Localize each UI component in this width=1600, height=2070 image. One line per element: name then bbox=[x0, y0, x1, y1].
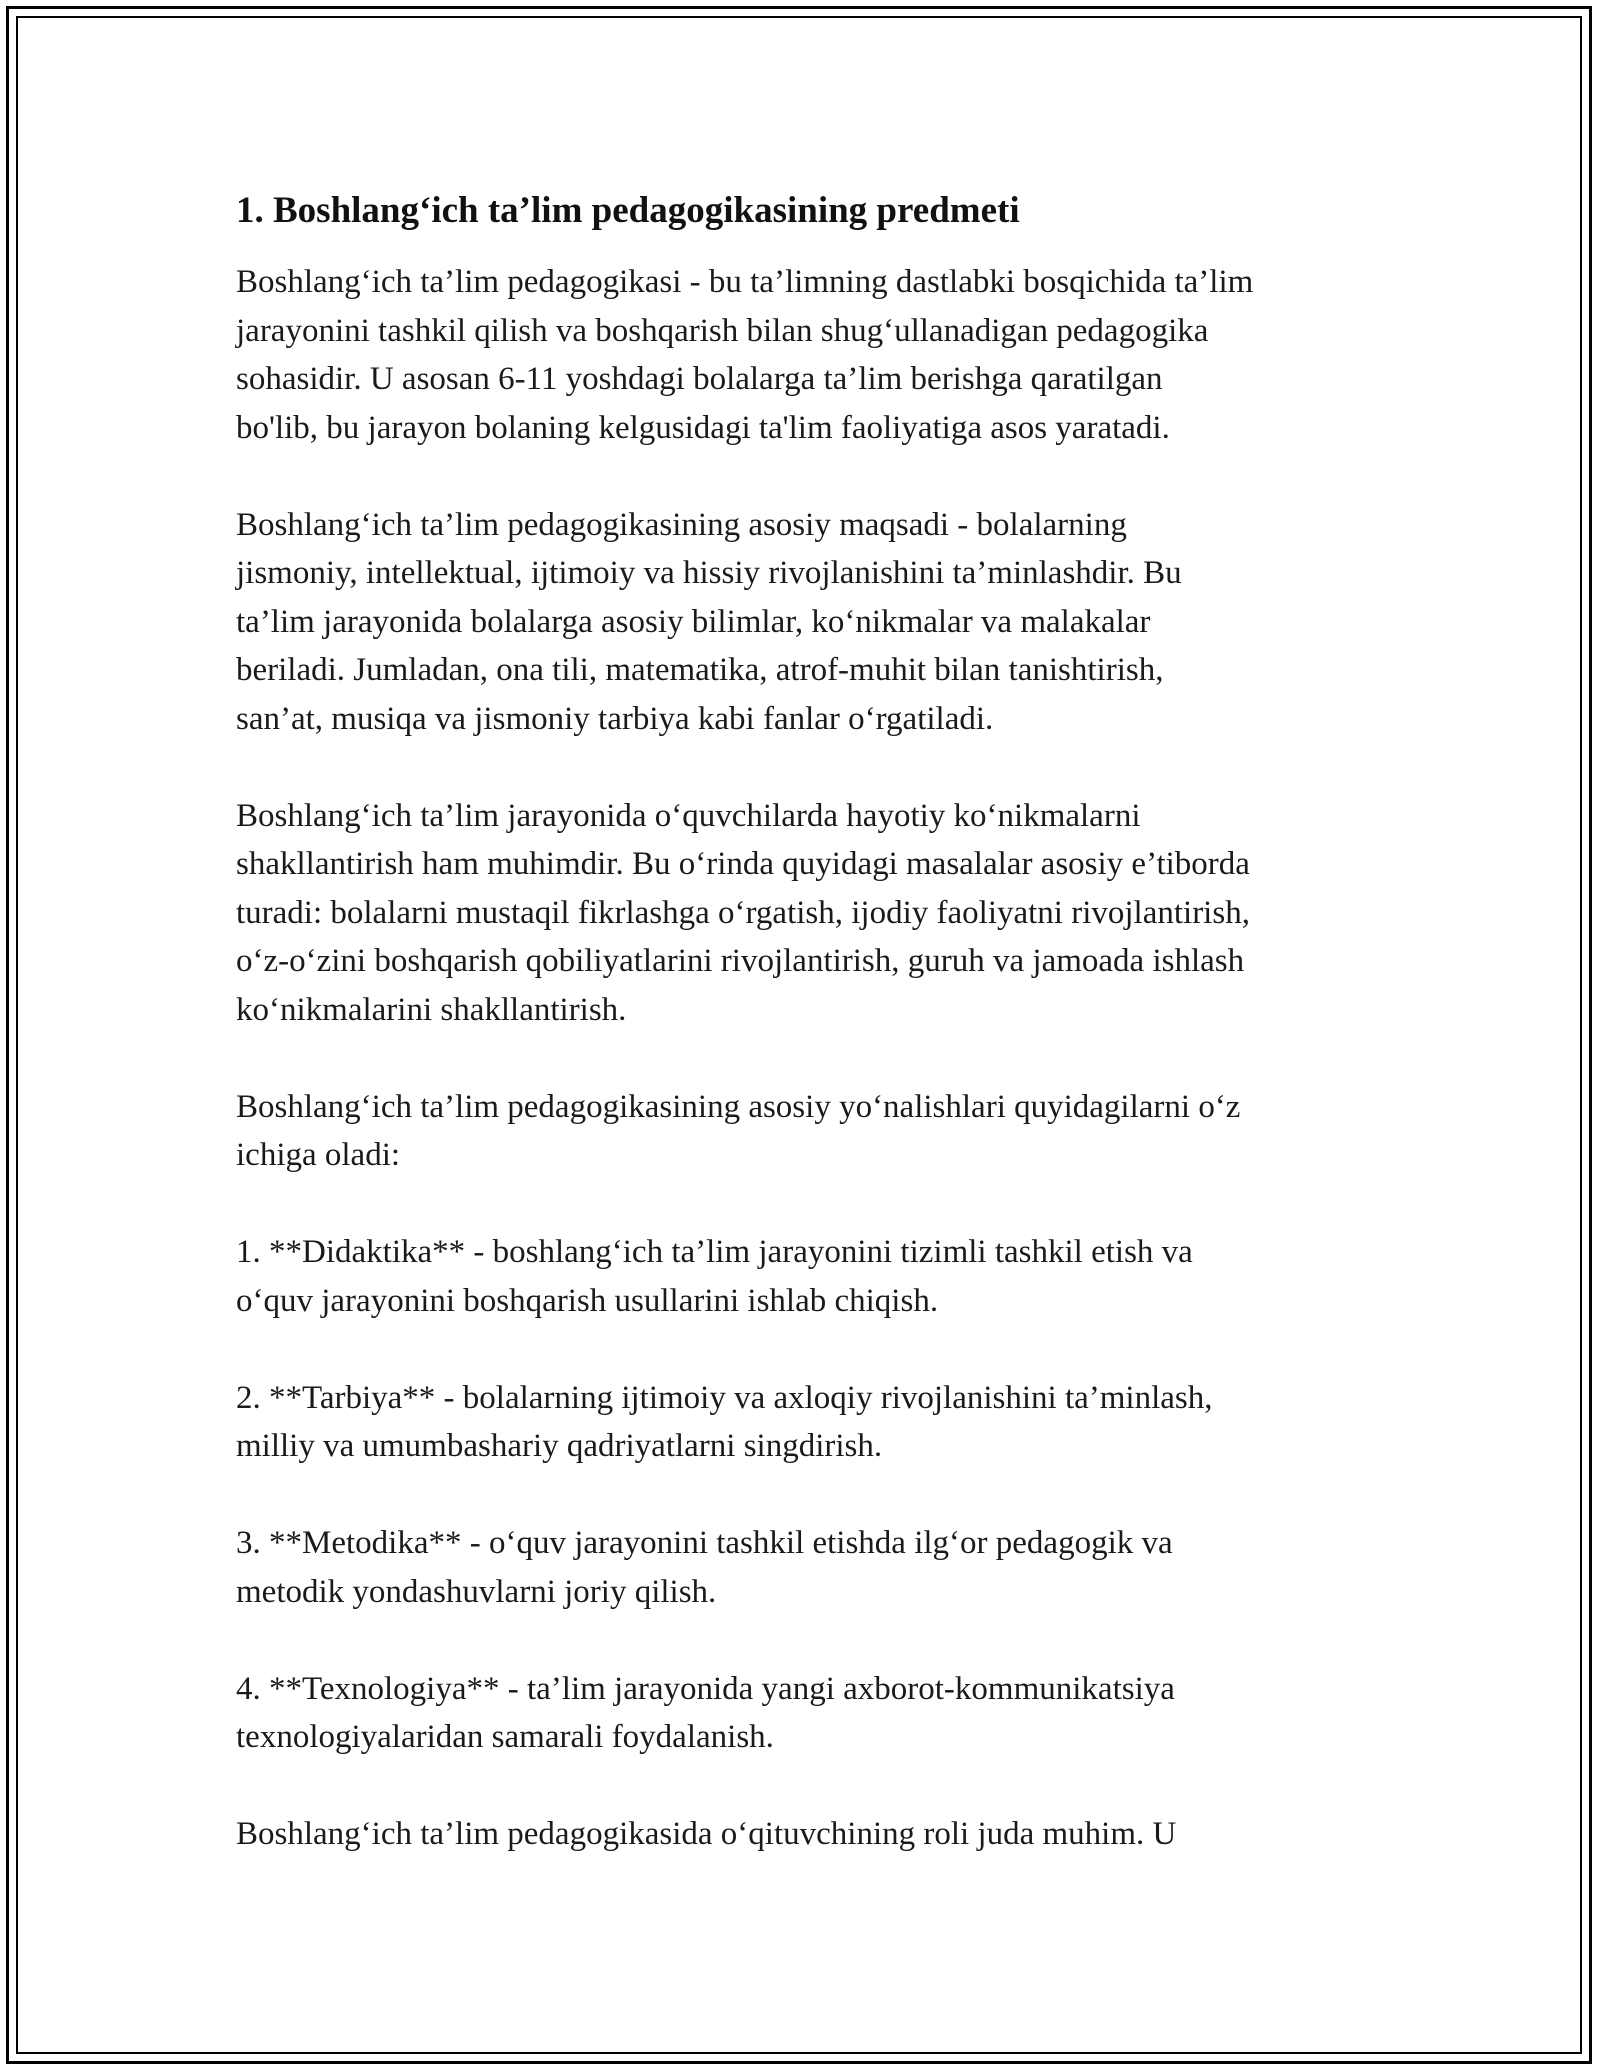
text-line: bo'lib, bu jarayon bolaning kelgusidagi ta'lim faoliyatiga asos yaratadi. bbox=[236, 409, 1170, 446]
paragraph-goal bbox=[236, 501, 1396, 744]
list-item-didaktika bbox=[236, 1228, 1396, 1325]
paragraph-teacher-role bbox=[236, 1810, 1396, 1859]
text-line: Boshlang‘ich ta’lim pedagogikasining asosiy yo‘nalishlari quyidagilarni o‘z bbox=[236, 1088, 1241, 1125]
text-line: ichiga oladi: bbox=[236, 1137, 401, 1173]
paragraph-directions bbox=[236, 1083, 1396, 1180]
text-line: sohasidir. U asosan 6-11 yoshdagi bolalarga ta’lim berishga qaratilgan bbox=[236, 361, 1163, 397]
text-line: jarayonini tashkil qilish va boshqarish bilan shug‘ullanadigan pedagogika bbox=[236, 312, 1209, 349]
text-line: o‘quv jarayonini boshqarish usullarini ishlab chiqish. bbox=[236, 1282, 939, 1319]
text-line: san’at, musiqa va jismoniy tarbiya kabi fanlar o‘rgatiladi. bbox=[236, 700, 994, 737]
paragraph-skills bbox=[236, 792, 1396, 1035]
text-line: ta’lim jarayonida bolalarga asosiy bilimlar, ko‘nikmalar va malakalar bbox=[236, 603, 1151, 640]
text-line: Boshlang‘ich ta’lim pedagogikasida o‘qituvchining roli juda muhim. U bbox=[236, 1816, 1177, 1852]
text-line: 1. **Didaktika** - boshlang‘ich ta’lim jarayonini tizimli tashkil etish va bbox=[236, 1234, 1193, 1270]
text-line: jismoniy, intellektual, ijtimoiy va hissiy rivojlanishini ta’minlashdir. Bu bbox=[236, 555, 1182, 591]
document-body bbox=[236, 186, 1396, 1907]
paragraph-intro bbox=[236, 258, 1396, 452]
list-item-tarbiya bbox=[236, 1374, 1396, 1471]
text-line: milliy va umumbashariy qadriyatlarni singdirish. bbox=[236, 1428, 883, 1464]
text-line: 4. **Texnologiya** - ta’lim jarayonida yangi axborot-kommunikatsiya bbox=[236, 1670, 1175, 1707]
text-line: ko‘nikmalarini shakllantirish. bbox=[236, 991, 627, 1028]
text-line: 3. **Metodika** - o‘quv jarayonini tashkil etishda ilg‘or pedagogik va bbox=[236, 1525, 1173, 1561]
list-item-texnologiya bbox=[236, 1665, 1396, 1762]
text-line: o‘z-o‘zini boshqarish qobiliyatlarini rivojlantirish, guruh va jamoada ishlash bbox=[236, 943, 1245, 979]
text-line: shakllantirish ham muhimdir. Bu o‘rinda quyidagi masalalar asosiy e’tiborda bbox=[236, 846, 1250, 882]
text-line: Boshlang‘ich ta’lim pedagogikasining asosiy maqsadi - bolalarning bbox=[236, 506, 1127, 543]
text-line: texnologiyalaridan samarali foydalanish. bbox=[236, 1719, 774, 1755]
list-item-metodika bbox=[236, 1519, 1396, 1616]
text-line: 2. **Tarbiya** - bolalarning ijtimoiy va axloqiy rivojlanishini ta’minlash, bbox=[236, 1379, 1213, 1416]
section-heading: 1. Boshlang‘ich ta’lim pedagogikasining predmeti bbox=[236, 190, 1020, 231]
text-line: metodik yondashuvlarni joriy qilish. bbox=[236, 1573, 717, 1610]
text-line: turadi: bolalarni mustaqil fikrlashga o‘rgatish, ijodiy faoliyatni rivojlantirish, bbox=[236, 894, 1250, 931]
text-line: Boshlang‘ich ta’lim jarayonida o‘quvchilarda hayotiy ko‘nikmalarni bbox=[236, 797, 1141, 834]
text-line: beriladi. Jumladan, ona tili, matematika, atrof-muhit bilan tanishtirish, bbox=[236, 652, 1164, 688]
text-line: Boshlang‘ich ta’lim pedagogikasi - bu ta’limning dastlabki bosqichida ta’lim bbox=[236, 264, 1254, 300]
